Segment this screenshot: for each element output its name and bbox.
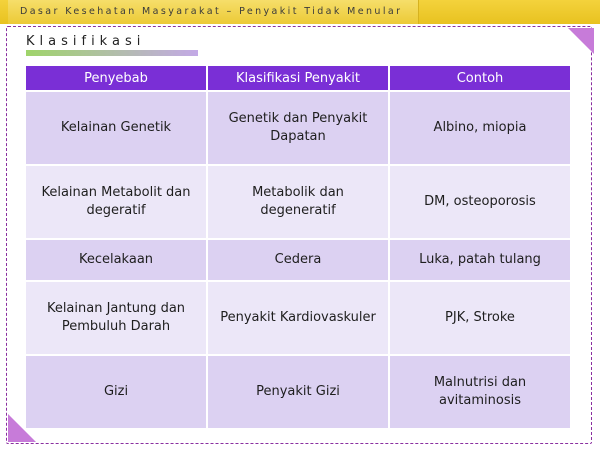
table-header-row (26, 66, 570, 90)
table-row (26, 356, 570, 428)
section-title-underline (26, 50, 198, 56)
column-header-contoh: Contoh (390, 66, 570, 90)
table-cell-classification: Penyakit Kardiovaskuler (208, 282, 388, 354)
corner-decoration-top-right (568, 28, 594, 54)
table-cell-cause: Kecelakaan (26, 240, 206, 280)
table-cell-classification: Metabolik dan degeneratif (208, 166, 388, 238)
column-header-penyebab: Penyebab (26, 66, 206, 90)
table-cell-classification: Penyakit Gizi (208, 356, 388, 428)
table-row (26, 92, 570, 164)
table-cell-classification: Genetik dan Penyakit Dapatan (208, 92, 388, 164)
table-cell-example: Malnutrisi dan avitaminosis (390, 356, 570, 428)
table-cell-example: PJK, Stroke (390, 282, 570, 354)
table-cell-cause: Kelainan Metabolit dan degeratif (26, 166, 206, 238)
table-cell-example: Albino, miopia (390, 92, 570, 164)
table-row (26, 240, 570, 280)
classification-table (24, 64, 572, 430)
table-cell-classification: Cedera (208, 240, 388, 280)
column-header-klasifikasi: Klasifikasi Penyakit (208, 66, 388, 90)
table-cell-cause: Kelainan Genetik (26, 92, 206, 164)
table-row (26, 166, 570, 238)
table-cell-cause: Kelainan Jantung dan Pembuluh Darah (26, 282, 206, 354)
classification-table-container (24, 64, 572, 430)
section-title: Klasifikasi (26, 34, 146, 49)
header-title: Dasar Kesehatan Masyarakat – Penyakit Tidak Menular (20, 6, 403, 17)
table-row (26, 282, 570, 354)
table-cell-example: DM, osteoporosis (390, 166, 570, 238)
table-cell-cause: Gizi (26, 356, 206, 428)
table-cell-example: Luka, patah tulang (390, 240, 570, 280)
